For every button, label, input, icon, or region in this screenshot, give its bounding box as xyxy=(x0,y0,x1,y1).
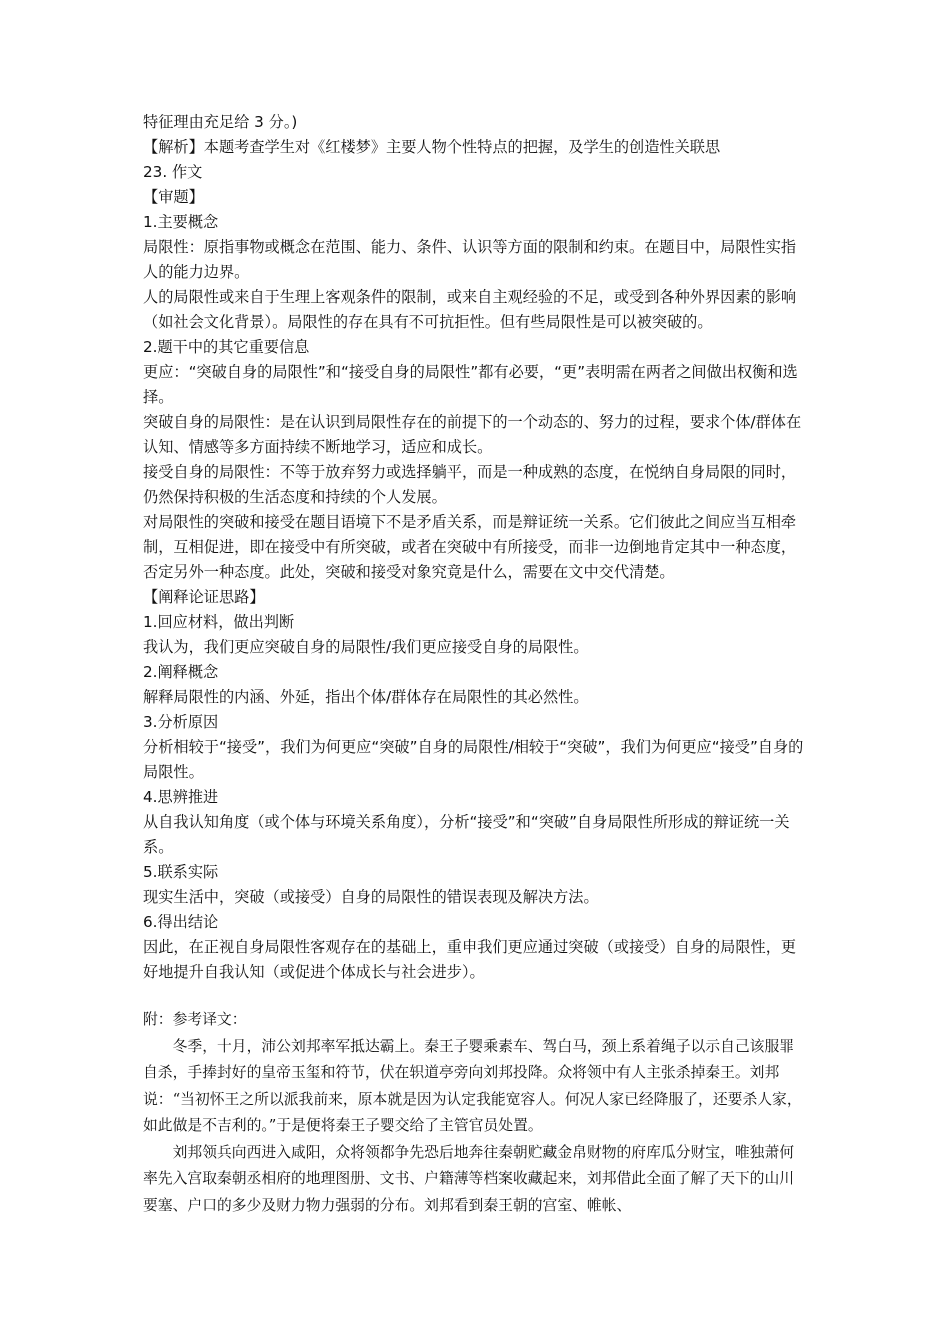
paragraph-tupo: 突破自身的局限性：是在认识到局限性存在的前提下的一个动态的、努力的过程，要求个体/群体在认知、情感等多方面持续不断地学习，适应和成长。 xyxy=(143,413,802,456)
subheading-main-concept: 1.主要概念 xyxy=(143,213,219,231)
paragraph-definition: 局限性：原指事物或概念在范围、能力、条件、认识等方面的限制和约束。在题目中，局限性实指人的能力边界。 xyxy=(143,238,797,281)
translation-paragraph-2: 刘邦领兵向西进入咸阳，众将领都争先恐后地奔往秦朝贮藏金帛财物的府库瓜分财宝，唯独萧何率先入宫取秦朝丞相府的地理图册、文书、户籍薄等档案收藏起来，刘邦借此全面了解了天下的山川要塞、户口的多少及财力物力强弱的分布。刘邦看到秦王朝的宫室、帷帐、 xyxy=(143,1143,795,1214)
scoring-note: 特征理由充足给 3 分。) xyxy=(143,113,298,131)
step-heading-2: 2.阐释概念 xyxy=(143,663,219,681)
step-heading-4: 4.思辨推进 xyxy=(143,788,219,806)
step-text-3: 分析相较于“接受”，我们为何更应“突破”自身的局限性/相较于“突破”，我们为何更应“接受”自身的局限性。 xyxy=(143,738,804,781)
step-text-5: 现实生活中，突破（或接受）自身的局限性的错误表现及解决方法。 xyxy=(143,888,599,906)
step-heading-6: 6.得出结论 xyxy=(143,913,219,931)
translation-heading: 附：参考译文： xyxy=(143,1011,247,1028)
analysis-note: 【解析】本题考查学生对《红楼梦》主要人物个性特点的把握，及学生的创造性关联思 xyxy=(143,138,721,156)
step-text-6: 因此，在正视自身局限性客观存在的基础上，重申我们更应通过突破（或接受）自身的局限性，更好地提升自我认知（或促进个体成长与社会进步）。 xyxy=(143,938,797,981)
section-heading-shenti: 【审题】 xyxy=(143,188,204,206)
step-text-4: 从自我认知角度（或个体与环境关系角度），分析“接受”和“突破”自身局限性所形成的辩证统一关系。 xyxy=(143,813,790,856)
paragraph-sources: 人的局限性或来自于生理上客观条件的限制，或来自主观经验的不足，或受到各种外界因素的影响（如社会文化背景）。局限性的存在具有不可抗拒性。但有些局限性是可以被突破的。 xyxy=(143,288,797,331)
translation-paragraph-1: 冬季，十月，沛公刘邦率军抵达霸上。秦王子婴乘素车、驾白马，颈上系着绳子以示自己该服罪自杀，手捧封好的皇帝玉玺和符节，伏在轵道亭旁向刘邦投降。众将领中有人主张杀掉秦王。刘邦说：“当初怀王之所以派我前来，原本就是因为认定我能宽容人。何况人家已经降服了，还要杀人家，如此做是不吉利的。”于是便将秦王子婴交给了主管官员处置。 xyxy=(143,1037,802,1134)
paragraph-jieshou: 接受自身的局限性：不等于放弃努力或选择躺平，而是一种成熟的态度，在悦纳自身局限的同时，仍然保持积极的生活态度和持续的个人发展。 xyxy=(143,463,797,506)
section-heading-argument: 【阐释论证思路】 xyxy=(143,588,265,606)
paragraph-dialectic: 对局限性的突破和接受在题目语境下不是矛盾关系，而是辩证统一关系。它们彼此之间应当互相牵制，互相促进，即在接受中有所突破，或者在突破中有所接受，而非一边倒地肯定其中一种态度，否定另外一种态度。此处，突破和接受对象究竟是什么，需要在文中交代清楚。 xyxy=(143,513,797,581)
reference-translation xyxy=(143,1007,808,1219)
step-heading-1: 1.回应材料，做出判断 xyxy=(143,613,295,631)
subheading-other-info: 2.题干中的其它重要信息 xyxy=(143,338,310,356)
step-heading-3: 3.分析原因 xyxy=(143,713,219,731)
step-heading-5: 5.联系实际 xyxy=(143,863,219,881)
question-title: 23. 作文 xyxy=(143,163,203,181)
paragraph-gengying: 更应：“突破自身的局限性”和“接受自身的局限性”都有必要，“更”表明需在两者之间做出权衡和选择。 xyxy=(143,363,798,406)
step-text-2: 解释局限性的内涵、外延，指出个体/群体存在局限性的其必然性。 xyxy=(143,688,589,706)
section-gap xyxy=(143,985,808,1007)
step-text-1: 我认为，我们更应突破自身的局限性/我们更应接受自身的局限性。 xyxy=(143,638,589,656)
document-body xyxy=(143,110,808,1219)
